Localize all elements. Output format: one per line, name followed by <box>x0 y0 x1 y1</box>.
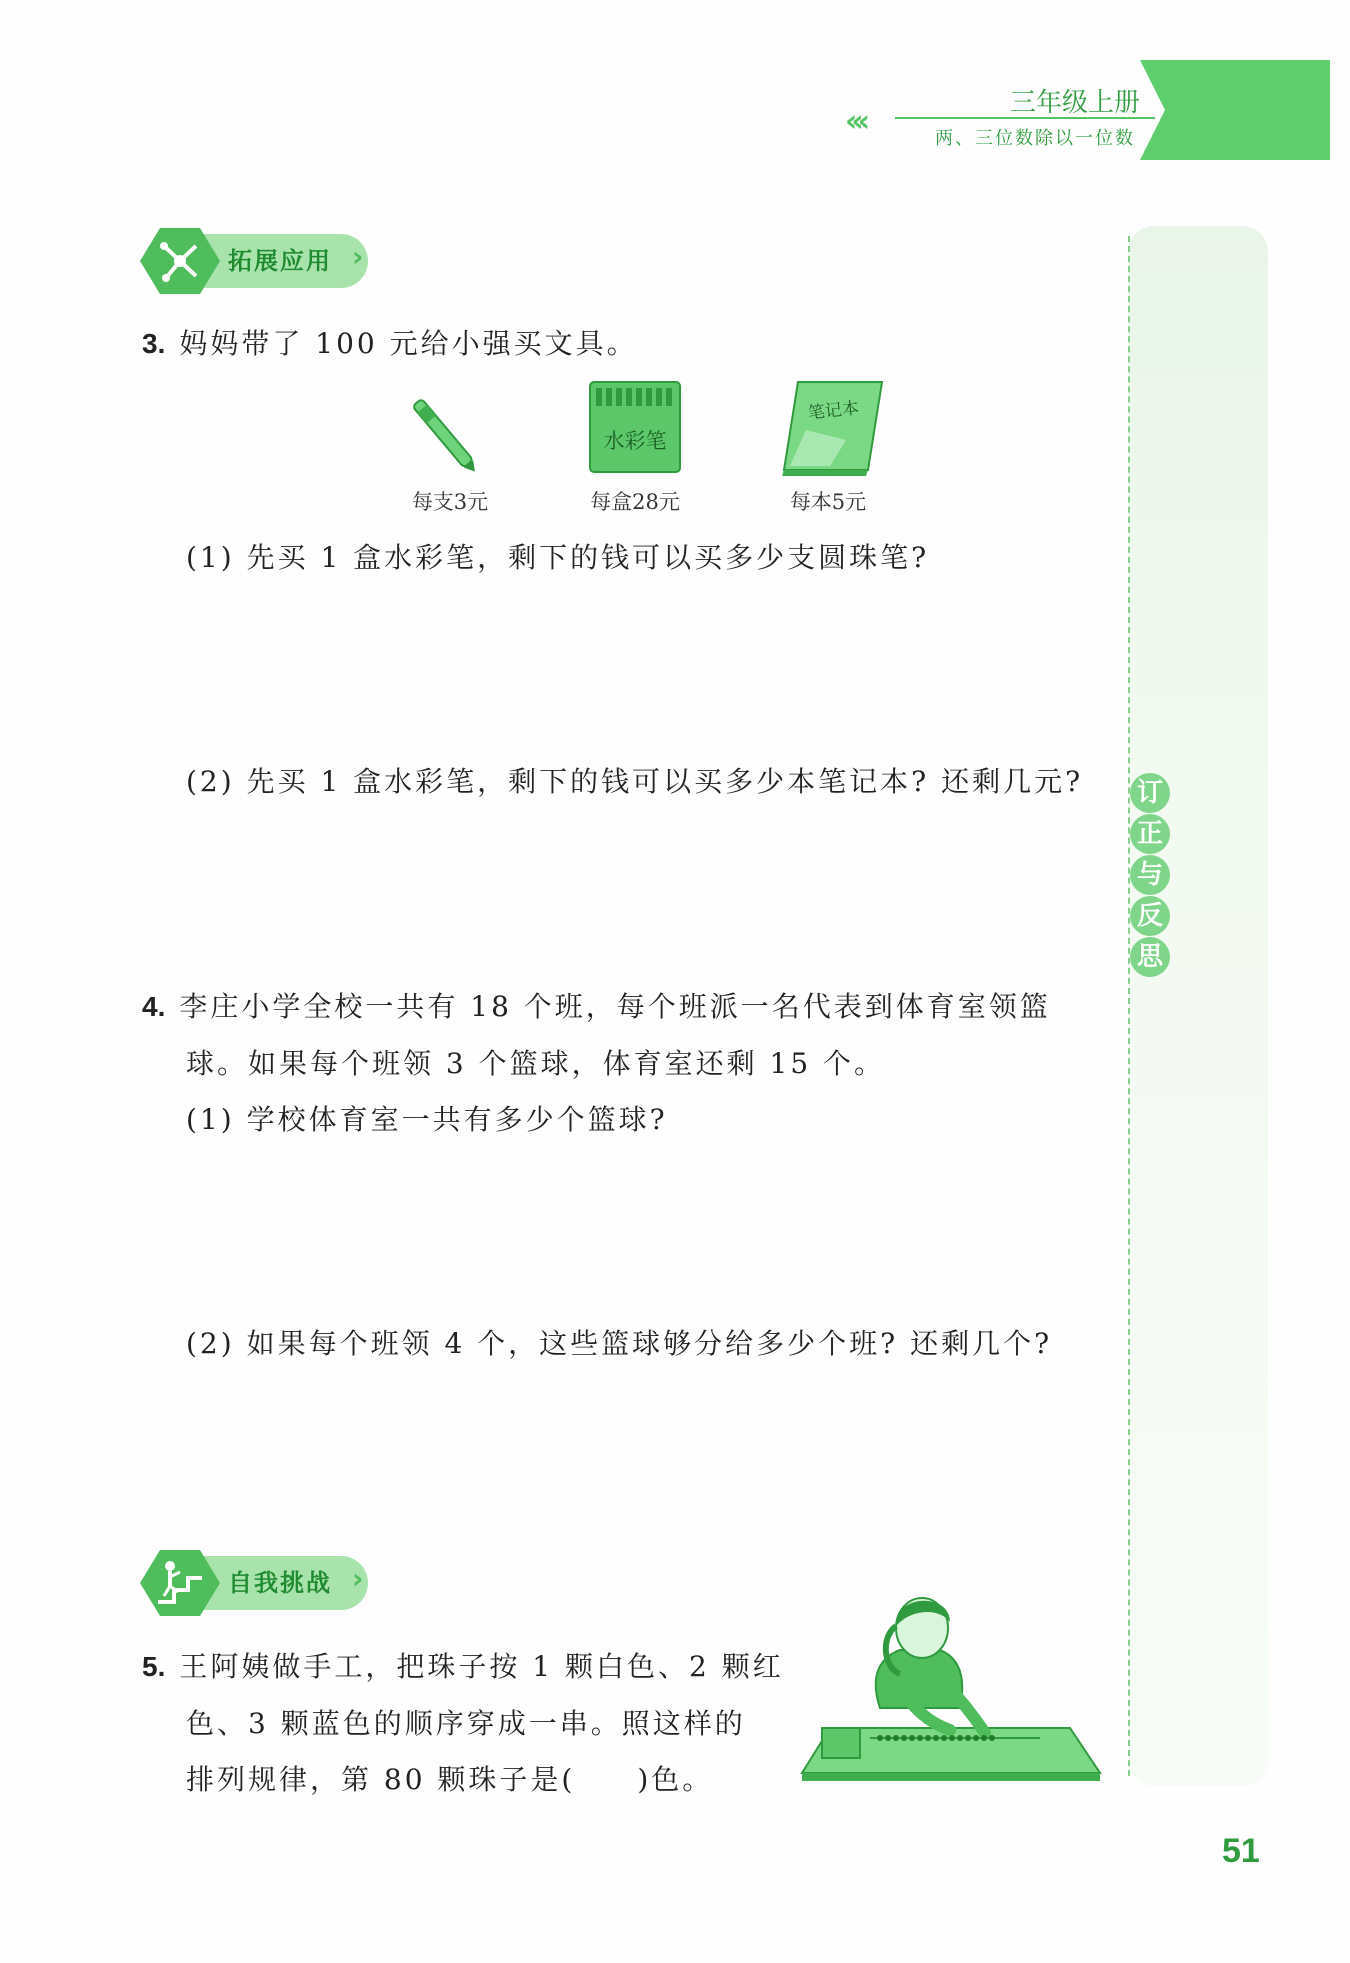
badge-label: 自我挑战 <box>228 1569 332 1597</box>
pen-icon <box>406 392 486 482</box>
item-caption-notebook: 每本5元 <box>789 490 867 514</box>
woman-threading-beads-illustration <box>800 1588 1106 1788</box>
svg-text:笔记本: 笔记本 <box>807 398 860 424</box>
item-caption-watercolor: 每盒28元 <box>590 490 680 514</box>
question-text-line-3: 排列规律，第 80 颗珠子是( )色。 <box>186 1763 714 1796</box>
question-text-line-1: 王阿姨做手工，把珠子按 1 颗白色、2 颗红 <box>179 1650 784 1683</box>
question-4-sub-2: (2) 如果每个班领 4 个，这些篮球够分给多少个班? 还剩几个? <box>186 1327 1053 1360</box>
section-badge-challenge <box>140 1550 380 1616</box>
question-3-sub-2: (2) 先买 1 盒水彩笔，剩下的钱可以买多少本笔记本? 还剩几元? <box>186 765 1084 798</box>
question-3-sub-1: (1) 先买 1 盒水彩笔，剩下的钱可以买多少支圆珠笔? <box>186 541 930 574</box>
question-number: 5. <box>142 1651 166 1682</box>
header-chapter: 两、三位数除以一位数 <box>935 128 1135 149</box>
question-text-line-1: 李庄小学全校一共有 18 个班，每个班派一名代表到体育室领篮 <box>179 990 1051 1023</box>
question-5 <box>142 1645 784 1685</box>
section-badge-extension <box>140 228 380 294</box>
page-number: 51 <box>1222 1832 1260 1870</box>
chevron-right-icon: › <box>352 240 364 273</box>
badge-label: 拓展应用 <box>228 247 332 275</box>
question-number: 3. <box>142 328 166 359</box>
side-title-char: 订 <box>1130 773 1170 813</box>
question-4-sub-1: (1) 学校体育室一共有多少个篮球? <box>186 1103 668 1136</box>
side-title-char: 与 <box>1130 855 1170 895</box>
side-title-char: 思 <box>1130 937 1170 977</box>
watercolor-pens-box-icon <box>588 378 682 474</box>
notebook-icon <box>776 380 884 476</box>
header-arrows-icon: ‹‹‹ <box>845 104 865 139</box>
question-text: 妈妈带了 100 元给小强买文具。 <box>179 327 638 360</box>
question-text-line-2: 色、3 颗蓝色的顺序穿成一串。照这样的 <box>186 1707 746 1740</box>
question-number: 4. <box>142 991 166 1022</box>
question-4 <box>142 985 1051 1025</box>
header-grade: 三年级上册 <box>1010 88 1141 118</box>
chevron-right-icon: › <box>352 1562 364 1595</box>
svg-text:水彩笔: 水彩笔 <box>603 429 667 453</box>
item-caption-pen: 每支3元 <box>411 490 489 514</box>
side-title-char: 反 <box>1130 896 1170 936</box>
correction-panel-dashed-border <box>1128 236 1130 1776</box>
header-band <box>1180 60 1330 160</box>
correction-panel-title <box>1130 773 1170 978</box>
question-text-line-2: 球。如果每个班领 3 个篮球，体育室还剩 15 个。 <box>186 1047 886 1080</box>
side-title-char: 正 <box>1130 814 1170 854</box>
question-3 <box>142 322 638 362</box>
correction-panel <box>1128 226 1268 1786</box>
